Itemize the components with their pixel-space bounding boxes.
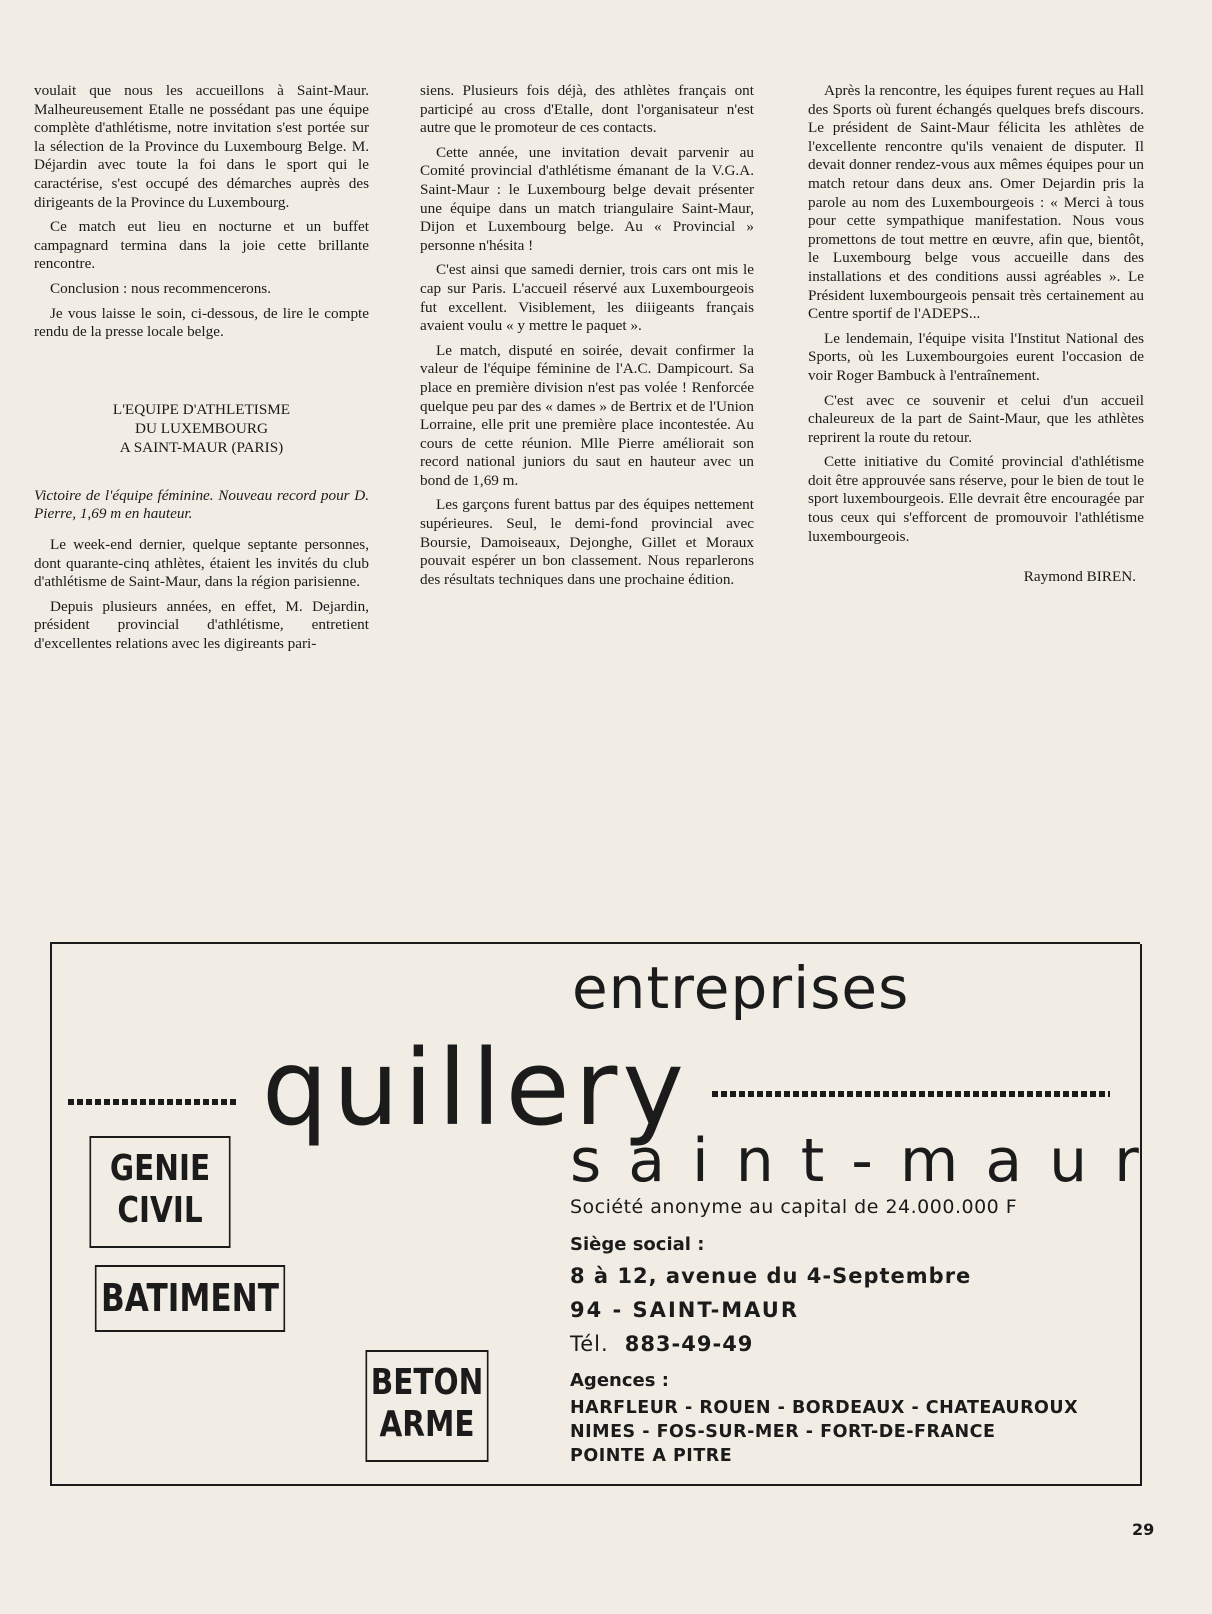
ad-agencies-line: POINTE A PITRE <box>570 1446 733 1466</box>
ad-agencies-line: NIMES - FOS-SUR-MER - FORT-DE-FRANCE <box>570 1422 996 1442</box>
ad-box-beton-arme <box>366 1350 489 1462</box>
paragraph: Je vous laisse le soin, ci-dessous, de lire le compte rendu de la presse locale belge. <box>34 304 369 341</box>
ad-headquarters-label: Siège social : <box>570 1234 705 1255</box>
article-headline <box>34 400 369 457</box>
ad-location-heading: saint-maur <box>570 1126 1166 1196</box>
box-label: ARME <box>379 1404 475 1445</box>
article-column-3 <box>808 82 1144 593</box>
box-label: CIVIL <box>117 1190 203 1231</box>
headline-line: L'EQUIPE D'ATHLETISME <box>112 400 291 418</box>
paragraph: Depuis plusieurs années, en effet, M. Dejardin, président provincial d'athlétisme, entretient d'excellentes relations avec les digireants pari- <box>34 597 369 652</box>
ad-address-street: 8 à 12, avenue du 4-Septembre <box>570 1264 972 1288</box>
article-subhead: Victoire de l'équipe féminine. Nouveau record pour D. Pierre, 1,69 m en hauteur. <box>34 486 369 523</box>
article-signature: Raymond BIREN. <box>1023 568 1136 586</box>
paragraph: C'est avec ce souvenir et celui d'un accueil chaleureux de la part de Saint-Maur, que les athlètes reprirent la route du retour. <box>808 391 1144 446</box>
ad-box-batiment <box>95 1265 285 1332</box>
ad-telephone-number: 883-49-49 <box>624 1332 754 1356</box>
ad-company-name: quillery <box>262 1027 689 1149</box>
article-column-1 <box>34 82 369 659</box>
ad-address-city: 94 - SAINT-MAUR <box>570 1298 800 1322</box>
paragraph: Le week-end dernier, quelque septante personnes, dont quarante-cinq athlètes, étaient les invités du club d'athlétisme de Saint-Maur, dans la région parisienne. <box>34 535 369 591</box>
paragraph: Le lendemain, l'équipe visita l'Institut National des Sports, où les Luxembourgoies eurent l'occasion de voir Roger Bambuck à l'entraînement. <box>808 329 1144 384</box>
paragraph: voulait que nous les accueillons à Saint-Maur. Malheureusement Etalle ne possédant pas une équipe complète d'athlétisme, notre invitation s'est portée sur la sélection de la Province du Luxembourg Belge. M. Déjardin avec toute la foi dans le sport qui le caractérise, s'est occupé des démarches auprès des dirigeants de la Province du Luxembourg. <box>34 82 369 211</box>
ad-agencies-label: Agences : <box>570 1370 669 1391</box>
ad-box-genie-civil <box>89 1136 230 1248</box>
paragraph: Cette année, une invitation devait parvenir au Comité provincial d'athlétisme émanant de la V.G.A. Saint-Maur : le Luxembourg belge devait présenter une équipe dans un match triangulaire Saint-Maur, Dijon et Luxembourg belge. Au « Provincial » personne n'hésita ! <box>420 143 754 254</box>
ad-telephone <box>570 1332 753 1356</box>
page-number: 29 <box>1132 1520 1155 1539</box>
ad-decorative-rule-right <box>712 1091 1110 1097</box>
box-label: GENIE <box>109 1148 211 1189</box>
paragraph: siens. Plusieurs fois déjà, des athlètes français ont participé au cross d'Etalle, dont l'organisateur n'est autre que le promoteur de ces contacts. <box>420 82 754 137</box>
paragraph: Les garçons furent battus par des équipes nettement supérieures. Seul, le demi-fond provincial avec Boursie, Damoiseaux, Dejonghe, Gillet et Moraux pouvait espérer un bon classement. Nous reparlerons des résultats techniques dans une prochaine édition. <box>420 496 754 588</box>
ad-entreprises-heading: entreprises <box>572 954 910 1022</box>
ad-telephone-label: Tél. <box>570 1332 609 1356</box>
box-label: BETON <box>370 1362 484 1403</box>
ad-agencies-line: HARFLEUR - ROUEN - BORDEAUX - CHATEAUROUX <box>570 1398 1079 1418</box>
paragraph: Cette initiative du Comité provincial d'athlétisme doit être approuvée sans réserve, pour le bien de tout le sport luxembourgeois. Elle devrait être encouragée par tous ceux qui s'efforcent de promouvoir l'athlétisme luxembourgeois. <box>808 453 1144 545</box>
paragraph: Conclusion : nous recommencerons. <box>50 279 272 297</box>
paragraph: Ce match eut lieu en nocturne et un buffet campagnard termina dans la joie cette brillante rencontre. <box>34 218 369 273</box>
paragraph: C'est ainsi que samedi dernier, trois cars ont mis le cap sur Paris. L'accueil réservé aux Luxembourgeois fut excellent. Visiblement, les diiigeants français avaient voulu « y mettre le paquet ». <box>420 261 754 335</box>
article-column-2 <box>420 82 754 595</box>
ad-decorative-rule-left <box>68 1099 236 1105</box>
box-label: BATIMENT <box>101 1276 279 1320</box>
headline-line: DU LUXEMBOURG <box>135 419 268 437</box>
ad-company-capital: Société anonyme au capital de 24.000.000 F <box>570 1196 1018 1218</box>
paragraph: Le match, disputé en soirée, devait confirmer la valeur de l'équipe féminine de l'A.C. Dampicourt. Sa place en première division n'est pas volée ! Renforcée quelque peu par des « dames » de Bertrix et de l'Union Lorraine, elle prit une première place incontestée. Au cours de cette réunion. Mlle Pierre améliorait son record national juniors du saut en hauteur avec un bond de 1,69 m. <box>420 341 754 489</box>
paragraph: Après la rencontre, les équipes furent reçues au Hall des Sports où furent échangés quelques brefs discours. Le président de Saint-Maur félicita les athlètes de l'excellente rencontre qu'ils venaient de disputer. Il devait donner rendez-vous aux mêmes équipes pour un match retour dans deux ans. Omer Dejardin pris la parole au nom des Luxembourgeois : « Merci à tous pour cette sympathique manifestation. Nous vous promettons de tout mettre en œuvre, afin que, bientôt, le Luxembourg belge vous accueille dans des installations et des conditions aussi agréables ». Le Président luxembourgeois pensait très certainement au Centre sportif de l'ADEPS... <box>808 82 1144 323</box>
headline-line: A SAINT-MAUR (PARIS) <box>119 438 284 456</box>
